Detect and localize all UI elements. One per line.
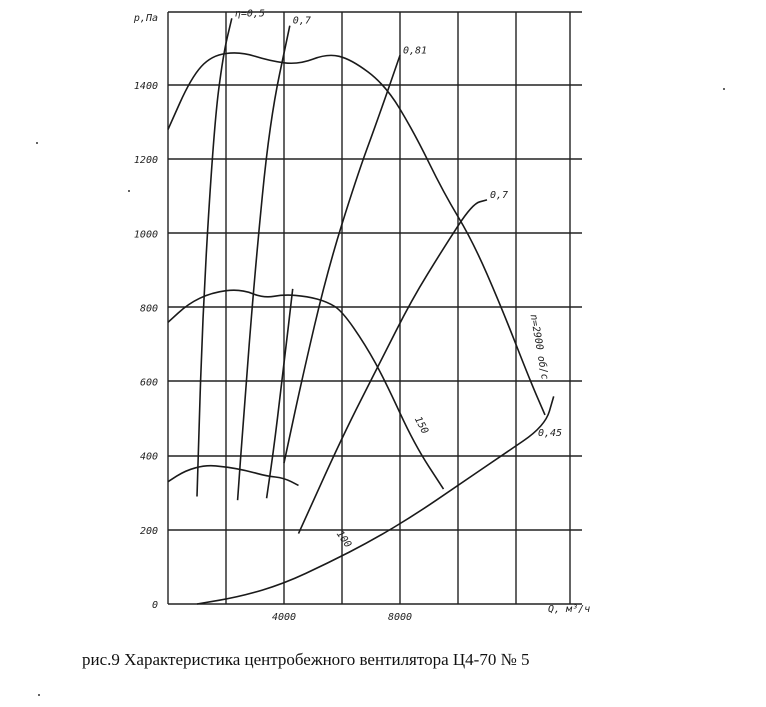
y-tick-label: 1200 xyxy=(133,155,158,167)
y-tick-label: 0 xyxy=(151,600,158,611)
speed-label: 100 xyxy=(333,528,354,551)
load-curve xyxy=(197,396,554,604)
efficiency-label: 0,81 xyxy=(403,45,428,57)
efficiency-label: 0,7 xyxy=(490,189,509,201)
tick-labels xyxy=(133,13,590,623)
x-tick-label: 4000 xyxy=(271,612,297,623)
speed-label: 150 xyxy=(411,414,431,436)
y-tick-label: 400 xyxy=(139,451,158,463)
y-tick-label: 1400 xyxy=(133,81,158,92)
pressure-curve xyxy=(168,53,545,415)
x-tick-label: 8000 xyxy=(387,612,413,623)
load-curve-label: 0,45 xyxy=(538,428,563,439)
y-tick-label: 600 xyxy=(139,377,158,389)
y-tick-label: 1000 xyxy=(133,229,158,241)
efficiency-label: η=0,5 xyxy=(234,8,265,20)
x-axis-label: Q, м³/ч xyxy=(548,604,591,615)
pressure-curve xyxy=(168,466,299,486)
speck xyxy=(36,142,38,144)
efficiency-curve xyxy=(238,26,290,501)
figure-caption: рис.9 Характеристика центробежного вентилятора Ц4-70 № 5 xyxy=(82,650,530,669)
speck xyxy=(38,694,40,696)
efficiency-curve xyxy=(299,200,488,534)
speck xyxy=(128,190,130,192)
efficiency-curve xyxy=(267,289,293,498)
speck xyxy=(723,88,725,90)
grid xyxy=(168,12,582,604)
y-tick-label: 800 xyxy=(139,303,158,315)
speed-label: n=2900 об/с xyxy=(527,313,550,381)
y-tick-label: p,Па xyxy=(133,13,158,24)
efficiency-label: 0,7 xyxy=(292,15,311,27)
y-tick-label: 200 xyxy=(139,525,158,537)
